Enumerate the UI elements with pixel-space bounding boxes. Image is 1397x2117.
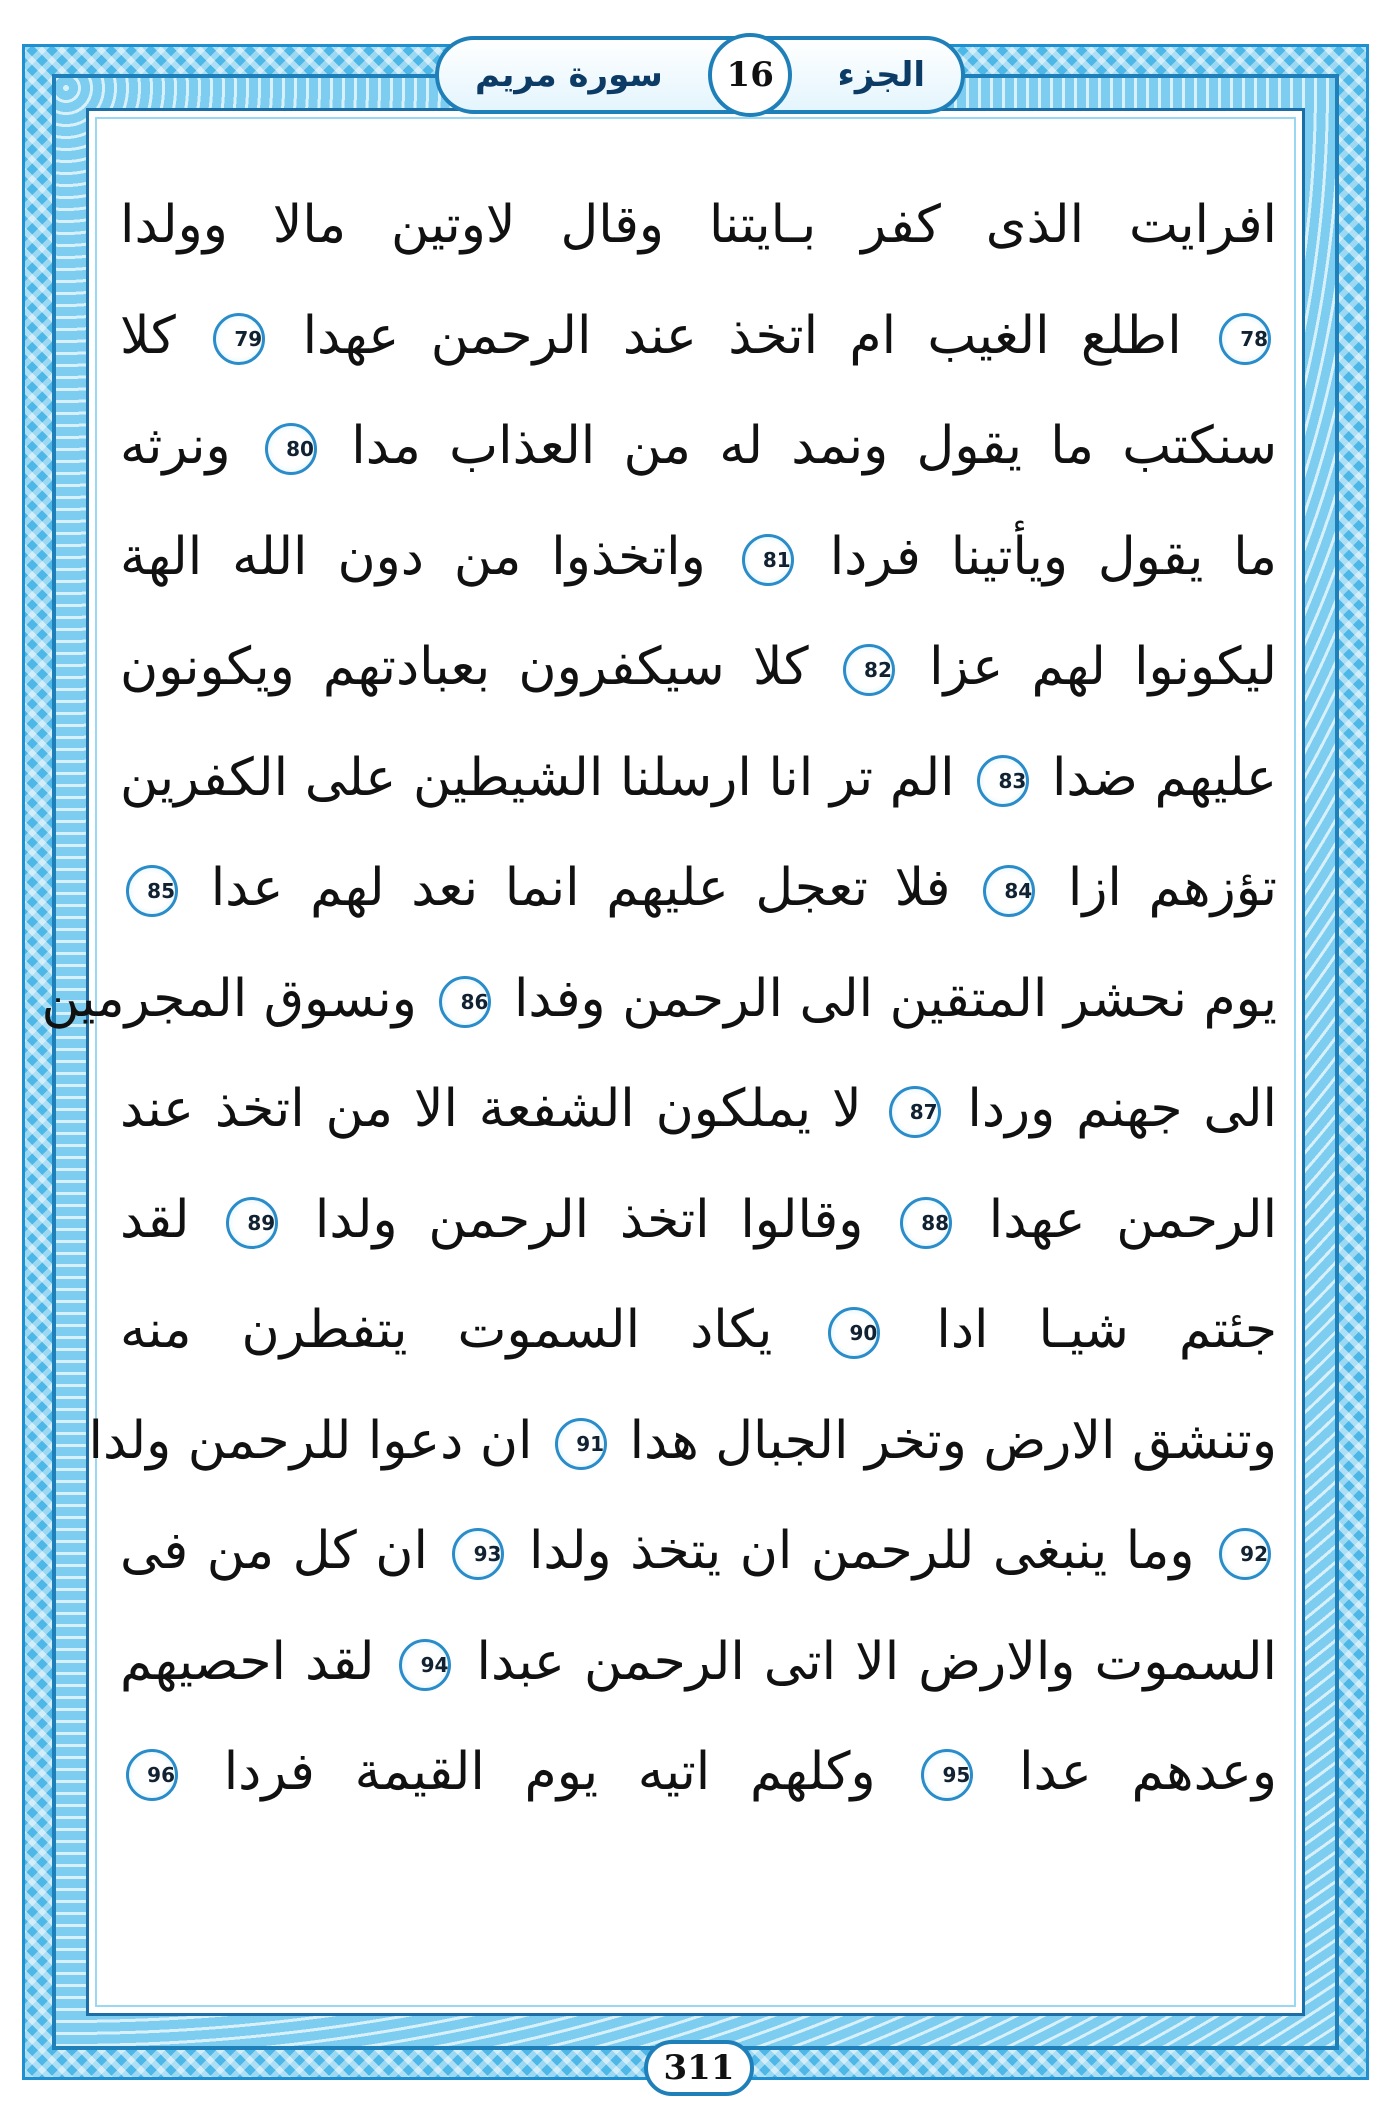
verse-number-marker: 93 [452,1528,504,1580]
verse-number-marker: 94 [399,1639,451,1691]
verse-text: ونرثه [120,416,231,476]
page-header [435,36,965,114]
verse-text: لقد [120,1189,190,1250]
verse-text: وتنشق الارض وتخر الجبال هدا [629,1410,1277,1471]
verse-text: الى جهنم وردا [967,1079,1278,1139]
verse-text: سنكتب ما يقول ونمد له من العذاب مدا [351,416,1278,476]
verse-number-marker: 84 [983,865,1035,917]
verse-number-marker: 85 [126,865,178,917]
verse-text: اطلع الغيب ام اتخذ عند الرحمن عهدا [302,305,1182,366]
verse-text: واتخذوا من دون الله الهة [120,526,706,587]
verse-number-marker: 91 [555,1418,607,1470]
verse-number-marker: 88 [900,1197,952,1249]
verse-line [120,281,1277,392]
verse-number-marker: 87 [889,1086,941,1138]
verse-line [120,612,1277,723]
verse-text: افرايت الذى كفر بـايتنا وقال لاوتين مالا وولدا [120,195,1277,255]
verse-line [88,1386,1277,1497]
verse-line [120,391,1277,502]
verse-line [41,944,1277,1055]
verse-number-marker: 81 [742,534,794,586]
verse-text: كلا سيكفرون بعبادتهم ويكونون [120,637,809,697]
verse-number-marker: 92 [1219,1528,1271,1580]
verse-line [120,723,1277,834]
verse-line [120,170,1277,281]
verse-number-marker: 78 [1219,313,1271,365]
verse-line [120,1607,1277,1718]
page-number: 311 [644,2040,754,2096]
verse-text: ونسوق المجرمين [41,968,417,1029]
verse-text: وعدهم عدا [1019,1742,1278,1802]
verse-line [120,1717,1277,1828]
verse-number-marker: 83 [977,755,1029,807]
verse-lines [41,170,1278,1828]
verse-number-marker: 95 [921,1749,973,1801]
verse-number-marker: 89 [226,1197,278,1249]
surah-name: سورة مريم [475,55,663,95]
verse-line [120,1165,1277,1276]
verse-text: وقالوا اتخذ الرحمن ولدا [314,1189,864,1250]
verse-line [120,1054,1277,1165]
verse-text: ليكونوا لهم عزا [929,637,1278,697]
verse-text: يوم نحشر المتقين الى الرحمن وفدا [513,968,1277,1029]
verse-line [120,1275,1277,1386]
verse-number-marker: 79 [213,313,265,365]
juz-label: الجزء [837,55,925,95]
verse-text: يكاد السموت يتفطرن منه [120,1300,773,1360]
verse-text: فلا تعجل عليهم انما نعد لهم عدا [210,858,951,918]
verse-number-marker: 96 [126,1749,178,1801]
verse-number-marker: 82 [843,644,895,696]
verse-text: لا يملكون الشفعة الا من اتخذ عند [120,1079,862,1139]
verse-line [120,502,1277,613]
verse-line [120,1496,1277,1607]
verse-number-marker: 90 [828,1307,880,1359]
verse-line [120,833,1277,944]
verse-text: لقد احصيهم [120,1631,375,1692]
verse-text: الرحمن عهدا [988,1189,1278,1250]
verse-text: تؤزهم ازا [1067,858,1278,918]
verse-text: وكلهم اتيه يوم القيمة فردا [223,1742,876,1802]
verse-text: جئتم شيـا ادا [936,1300,1278,1360]
verse-text: ما يقول ويأتينا فردا [829,526,1277,587]
verse-text: ان دعوا للرحمن ولدا [88,1410,533,1471]
verse-number-marker: 80 [265,423,317,475]
verse-text: كلا [120,305,176,366]
verse-text: وما ينبغى للرحمن ان يتخذ ولدا [528,1521,1195,1581]
verse-text: عليهم ضدا [1051,747,1278,808]
juz-number-badge: 16 [708,33,792,117]
verse-text: الم تر انا ارسلنا الشيطين على الكفرين [120,747,955,808]
verse-number-marker: 86 [439,976,491,1028]
verse-text: السموت والارض الا اتى الرحمن عبدا [476,1631,1277,1692]
verse-text: ان كل من فى [120,1521,428,1581]
